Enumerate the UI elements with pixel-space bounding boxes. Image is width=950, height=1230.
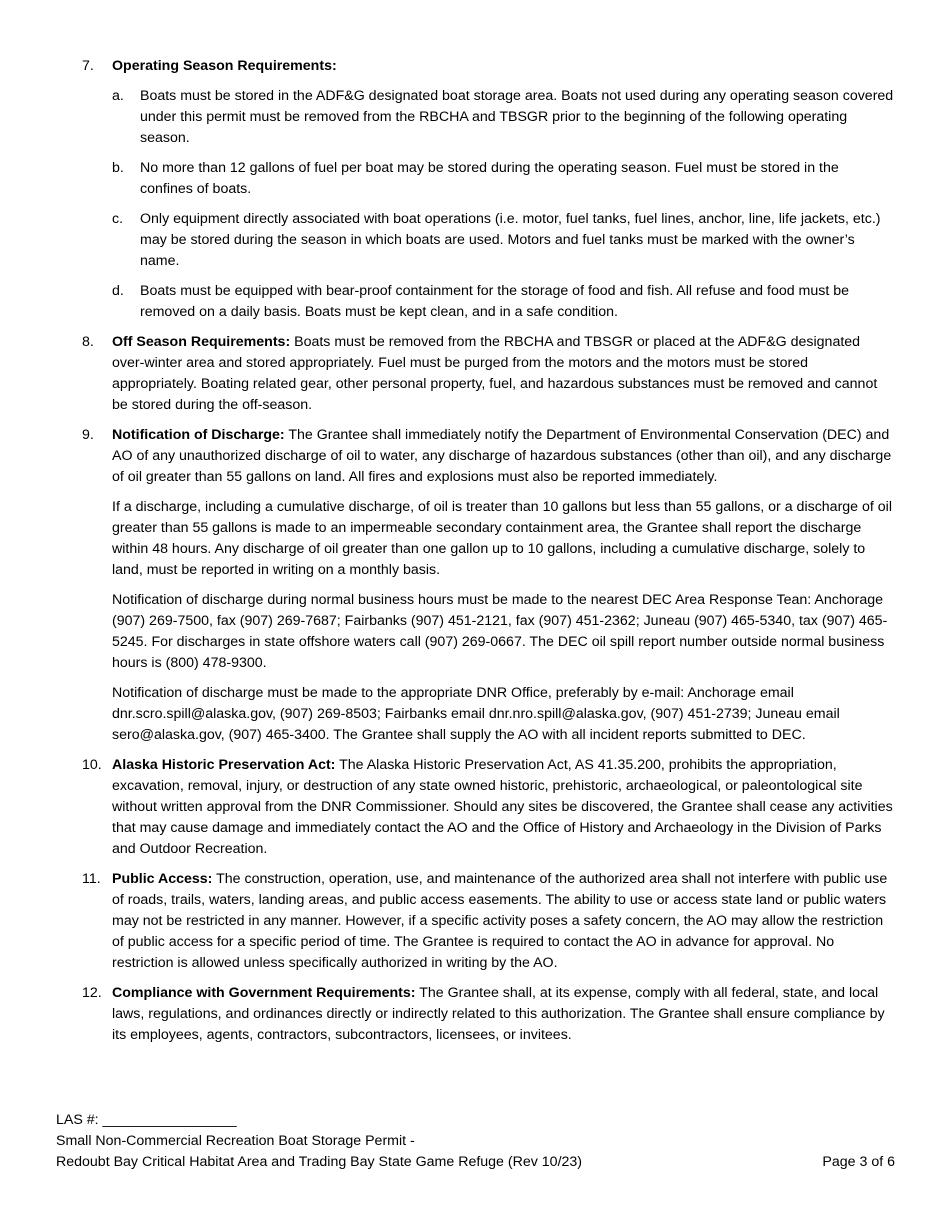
item-heading: Alaska Historic Preservation Act:	[112, 757, 336, 773]
sub-letter: b.	[112, 160, 124, 176]
item-number: 7.	[82, 58, 94, 74]
terms-list	[82, 56, 895, 1055]
list-item-8	[82, 332, 895, 416]
las-number: LAS #: _________________	[56, 1112, 237, 1128]
sub-item-b	[112, 158, 895, 200]
sub-letter: a.	[112, 88, 124, 104]
item-text: The construction, operation, use, and maintenance of the authorized area shall not interfere with public use of roads, trails, waters, landing areas, and public access easements. The ability to use or access state land or public waters may not be restricted in any manner. However, if a specific activity poses a safety concern, the AO may allow the restriction of public access for a specific period of time. The Grantee is required to contact the AO in advance for approval. No restriction is allowed unless specifically authorized in writing by the AO.	[112, 871, 888, 971]
item-heading: Compliance with Government Requirements:	[112, 985, 416, 1001]
sub-item-d	[112, 281, 895, 323]
sub-item-text: Only equipment directly associated with boat operations (i.e. motor, fuel tanks, fuel lines, anchor, line, life jackets, etc.) may be stored during the season in which boats are used. Motors and fuel tanks must be marked with the owner’s name.	[140, 211, 881, 269]
item-number: 10.	[82, 757, 102, 773]
list-item-12	[82, 983, 895, 1046]
item-paragraph: If a discharge, including a cumulative discharge, of oil is treater than 10 gallons but less than 55 gallons, or a discharge of oil greater than 55 gallons is made to an impermeable secondary containment area, the Grantee shall report the discharge within 48 hours. Any discharge of oil greater than one gallon up to 10 gallons, including a cumulative discharge, solely to land, must be reported in writing on a monthly basis.	[112, 499, 892, 578]
sub-item-text: Boats must be stored in the ADF&G designated boat storage area. Boats not used during any operating season covered under this permit must be removed from the RBCHA and TBSGR prior to the beginning of the following operating season.	[140, 88, 894, 146]
item-number: 8.	[82, 334, 94, 350]
sub-letter: c.	[112, 211, 124, 227]
sub-list	[112, 86, 895, 323]
list-item-7	[82, 56, 895, 323]
list-item-9	[82, 425, 895, 746]
item-text: Boats must be removed from the RBCHA and TBSGR or placed at the ADF&G designated over-winter area and stored appropriately. Fuel must be purged from the motors and the motors must be stored appropriately. Boating related gear, other personal property, fuel, and hazardous substances must be removed and cannot be stored during the off-season.	[112, 334, 878, 413]
sub-letter: d.	[112, 283, 124, 299]
item-paragraph: Notification of discharge during normal business hours must be made to the nearest DEC Area Response Tean: Anchorage (907) 269-7500, fax (907) 269-7687; Fairbanks (907) 451-2121, fax (907) 451-2362; Juneau (907) 465-5340, tax (907) 465-5245. For discharges in state offshore waters call (907) 269-0667. The DEC oil spill report number outside normal business hours is (800) 478-9300.	[112, 592, 888, 671]
sub-item-text: No more than 12 gallons of fuel per boat may be stored during the operating season. Fuel must be stored in the confines of boats.	[140, 160, 839, 197]
permit-title-line-2-row	[56, 1152, 895, 1173]
list-item-11	[82, 869, 895, 974]
sub-item-a	[112, 86, 895, 149]
item-number: 12.	[82, 985, 102, 1001]
sub-item-text: Boats must be equipped with bear-proof containment for the storage of food and fish. All refuse and food must be removed on a daily basis. Boats must be kept clean, and in a safe condition.	[140, 283, 850, 320]
item-heading: Off Season Requirements:	[112, 334, 291, 350]
item-heading: Operating Season Requirements:	[112, 58, 337, 74]
item-number: 11.	[82, 871, 101, 887]
item-heading: Public Access:	[112, 871, 213, 887]
item-paragraph: Notification of discharge must be made to the appropriate DNR Office, preferably by e-mail: Anchorage email dnr.scro.spill@alaska.gov, (907) 269-8503; Fairbanks email dnr.nro.spill@alaska.gov, (907) 451-2739; Juneau email sero@alaska.gov, (907) 465-3400. The Grantee shall supply the AO with all incident reports submitted to DEC.	[112, 685, 840, 743]
item-heading: Notification of Discharge:	[112, 427, 285, 443]
list-item-10	[82, 755, 895, 860]
item-number: 9.	[82, 427, 94, 443]
permit-title-line-1: Small Non-Commercial Recreation Boat Storage Permit -	[56, 1133, 415, 1149]
sub-item-c	[112, 209, 895, 272]
item-text: The Grantee shall, at its expense, comply with all federal, state, and local laws, regulations, and ordinances directly or indirectly related to this authorization. The Grantee shall ensure compliance by its employees, agents, contractors, subcontractors, licensees, or invitees.	[112, 985, 885, 1043]
item-text: The Alaska Historic Preservation Act, AS 41.35.200, prohibits the appropriation, excavation, removal, injury, or destruction of any state owned historic, prehistoric, archaeological, or paleontological site without written approval from the DNR Commissioner. Should any sites be discovered, the Grantee shall cease any activities that may cause damage and immediately contact the AO and the Office of History and Archaeology in the Division of Parks and Outdoor Recreation.	[112, 757, 893, 857]
page-footer	[56, 1110, 895, 1173]
page-number: Page 3 of 6	[822, 1154, 895, 1170]
item-text: The Grantee shall immediately notify the Department of Environmental Conservation (DEC) and AO of any unauthorized discharge of oil to water, any discharge of hazardous substances (other than oil), and any discharge of oil greater than 55 gallons on land. All fires and explosions must also be reported immediately.	[112, 427, 892, 485]
permit-title-line-2: Redoubt Bay Critical Habitat Area and Trading Bay State Game Refuge (Rev 10/23)	[56, 1154, 583, 1170]
